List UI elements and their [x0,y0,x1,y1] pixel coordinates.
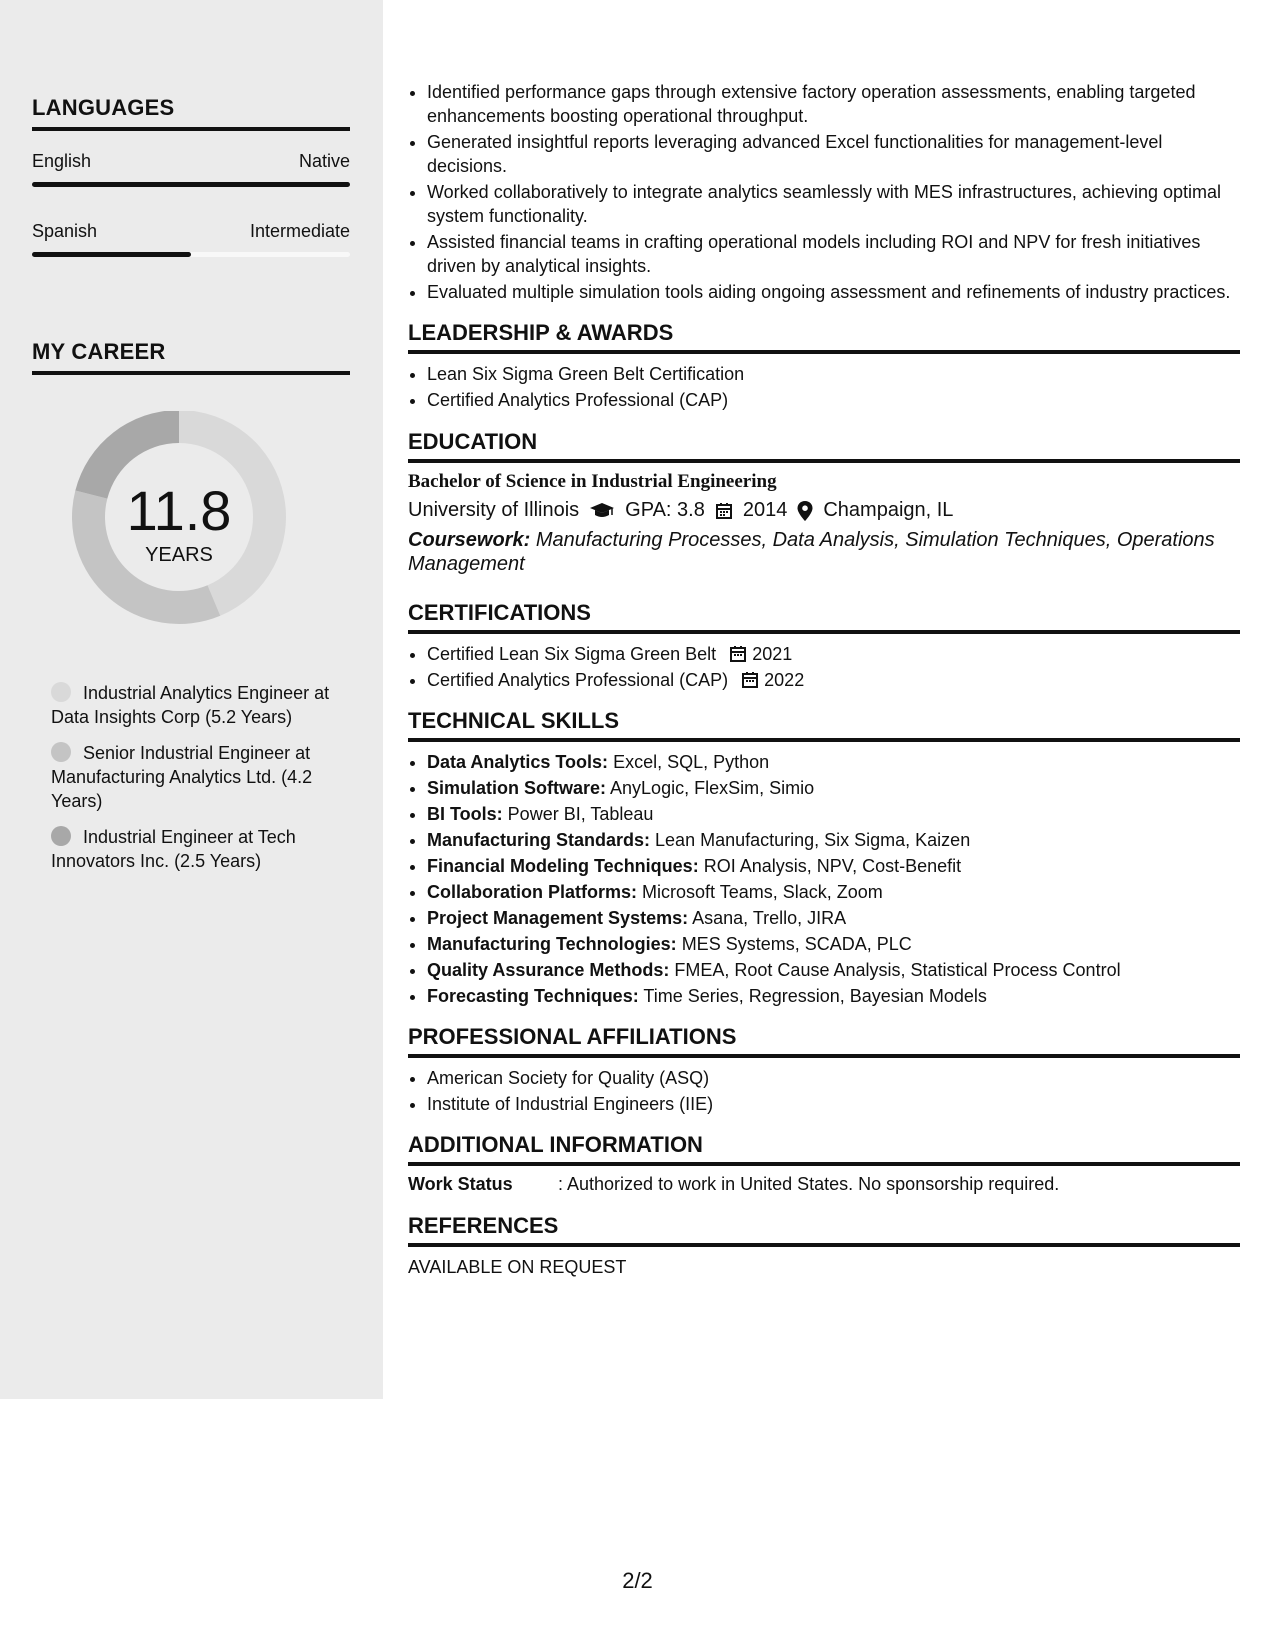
work-status-value: : Authorized to work in United States. No sponsorship required. [558,1174,1060,1194]
language-proficiency-fill [32,252,191,257]
list-item: • Assisted financial teams in crafting operational models including ROI and NPV for fresh initiatives driven by analytical insights. [427,230,1240,278]
career-legend [32,681,350,873]
legend-dot-icon [51,742,71,762]
list-item: • Manufacturing Standards: Lean Manufacturing, Six Sigma, Kaizen [427,828,1240,852]
language-proficiency-bar [32,182,350,187]
list-item: • Lean Six Sigma Green Belt Certification [427,362,1240,386]
list-item: • American Society for Quality (ASQ) [427,1066,1240,1090]
legend-dot-icon [51,682,71,702]
references-text: AVAILABLE ON REQUEST [408,1257,627,1277]
career-donut-chart [32,411,350,651]
career-legend-item: Industrial Analytics Engineer at Data Insights Corp (5.2 Years) [51,683,330,727]
education-heading: EDUCATION [408,429,1240,463]
list-item: • Generated insightful reports leveraging advanced Excel functionalities for management-level decisions. [427,130,1240,178]
degree-title: Bachelor of Science in Industrial Engineering [408,471,777,492]
language-item [32,151,350,187]
coursework-label: Coursework: [408,529,531,551]
main-content [408,0,1240,1278]
career-unit: YEARS [145,544,213,566]
location-pin-icon [797,501,813,521]
language-proficiency-fill [32,182,350,187]
list-item: • Collaboration Platforms: Microsoft Teams, Slack, Zoom [427,880,1240,904]
skills-heading: TECHNICAL SKILLS [408,708,1240,742]
list-item: • Forecasting Techniques: Time Series, Regression, Bayesian Models [427,984,1240,1008]
list-item: • Institute of Industrial Engineers (IIE) [427,1092,1240,1116]
career-legend-item: Senior Industrial Engineer at Manufacturing Analytics Ltd. (4.2 Years) [51,743,313,811]
graduation-cap-icon [589,502,615,520]
school-location: Champaign, IL [823,499,954,521]
calendar-icon [729,645,747,663]
leadership-list [408,362,1240,412]
leadership-heading: LEADERSHIP & AWARDS [408,320,1240,354]
list-item: • Data Analytics Tools: Excel, SQL, Python [427,750,1240,774]
sidebar-content [32,0,350,885]
languages-heading: LANGUAGES [32,95,350,131]
additional-heading: ADDITIONAL INFORMATION [408,1132,1240,1166]
list-item: • Simulation Software: AnyLogic, FlexSim, Simio [427,776,1240,800]
list-item: • Manufacturing Technologies: MES Systems, SCADA, PLC [427,932,1240,956]
list-item: • Project Management Systems: Asana, Trello, JIRA [427,906,1240,930]
affiliations-heading: PROFESSIONAL AFFILIATIONS [408,1024,1240,1058]
list-item: • BI Tools: Power BI, Tableau [427,802,1240,826]
language-name: Spanish [32,221,98,241]
language-level: Intermediate [249,221,350,241]
coursework-text: Manufacturing Processes, Data Analysis, Simulation Techniques, Operations Management [408,529,1215,575]
education-details [408,499,1240,522]
graduation-year: 2014 [742,499,788,521]
skills-list [408,750,1240,1008]
career-total: 11.8 [126,479,232,542]
list-item: • Worked collaboratively to integrate analytics seamlessly with MES infrastructures, achieving optimal system functionality. [427,180,1240,228]
list-item: • Quality Assurance Methods: FMEA, Root Cause Analysis, Statistical Process Control [427,958,1240,982]
certifications-heading: CERTIFICATIONS [408,600,1240,634]
language-item [32,221,350,257]
work-status-row [408,1174,1240,1195]
gpa: GPA: 3.8 [625,499,705,521]
language-proficiency-bar [32,252,350,257]
career-legend-item: Industrial Engineer at Tech Innovators Inc. (2.5 Years) [51,827,296,871]
calendar-icon [715,502,733,520]
school-name: University of Illinois [408,499,580,521]
list-item: • Certified Analytics Professional (CAP) 2022 [427,668,1240,692]
certifications-list [408,642,1240,692]
language-name: English [32,151,92,171]
career-heading: MY CAREER [32,339,350,375]
sidebar [0,0,383,1399]
language-level: Native [298,151,350,171]
list-item: • Certified Analytics Professional (CAP) [427,388,1240,412]
list-item: • Evaluated multiple simulation tools aiding ongoing assessment and refinements of industry practices. [427,280,1240,304]
work-status-label: Work Status [408,1174,513,1194]
list-item: • Certified Lean Six Sigma Green Belt 2021 [427,642,1240,666]
experience-bullets [408,80,1240,304]
page-number: 2/2 [622,1568,653,1593]
references-heading: REFERENCES [408,1213,1240,1247]
calendar-icon [741,671,759,689]
list-item: • Financial Modeling Techniques: ROI Analysis, NPV, Cost-Benefit [427,854,1240,878]
list-item: • Identified performance gaps through extensive factory operation assessments, enabling targeted enhancements boosting operational throughput. [427,80,1240,128]
legend-dot-icon [51,826,71,846]
coursework [408,528,1240,576]
affiliations-list [408,1066,1240,1116]
